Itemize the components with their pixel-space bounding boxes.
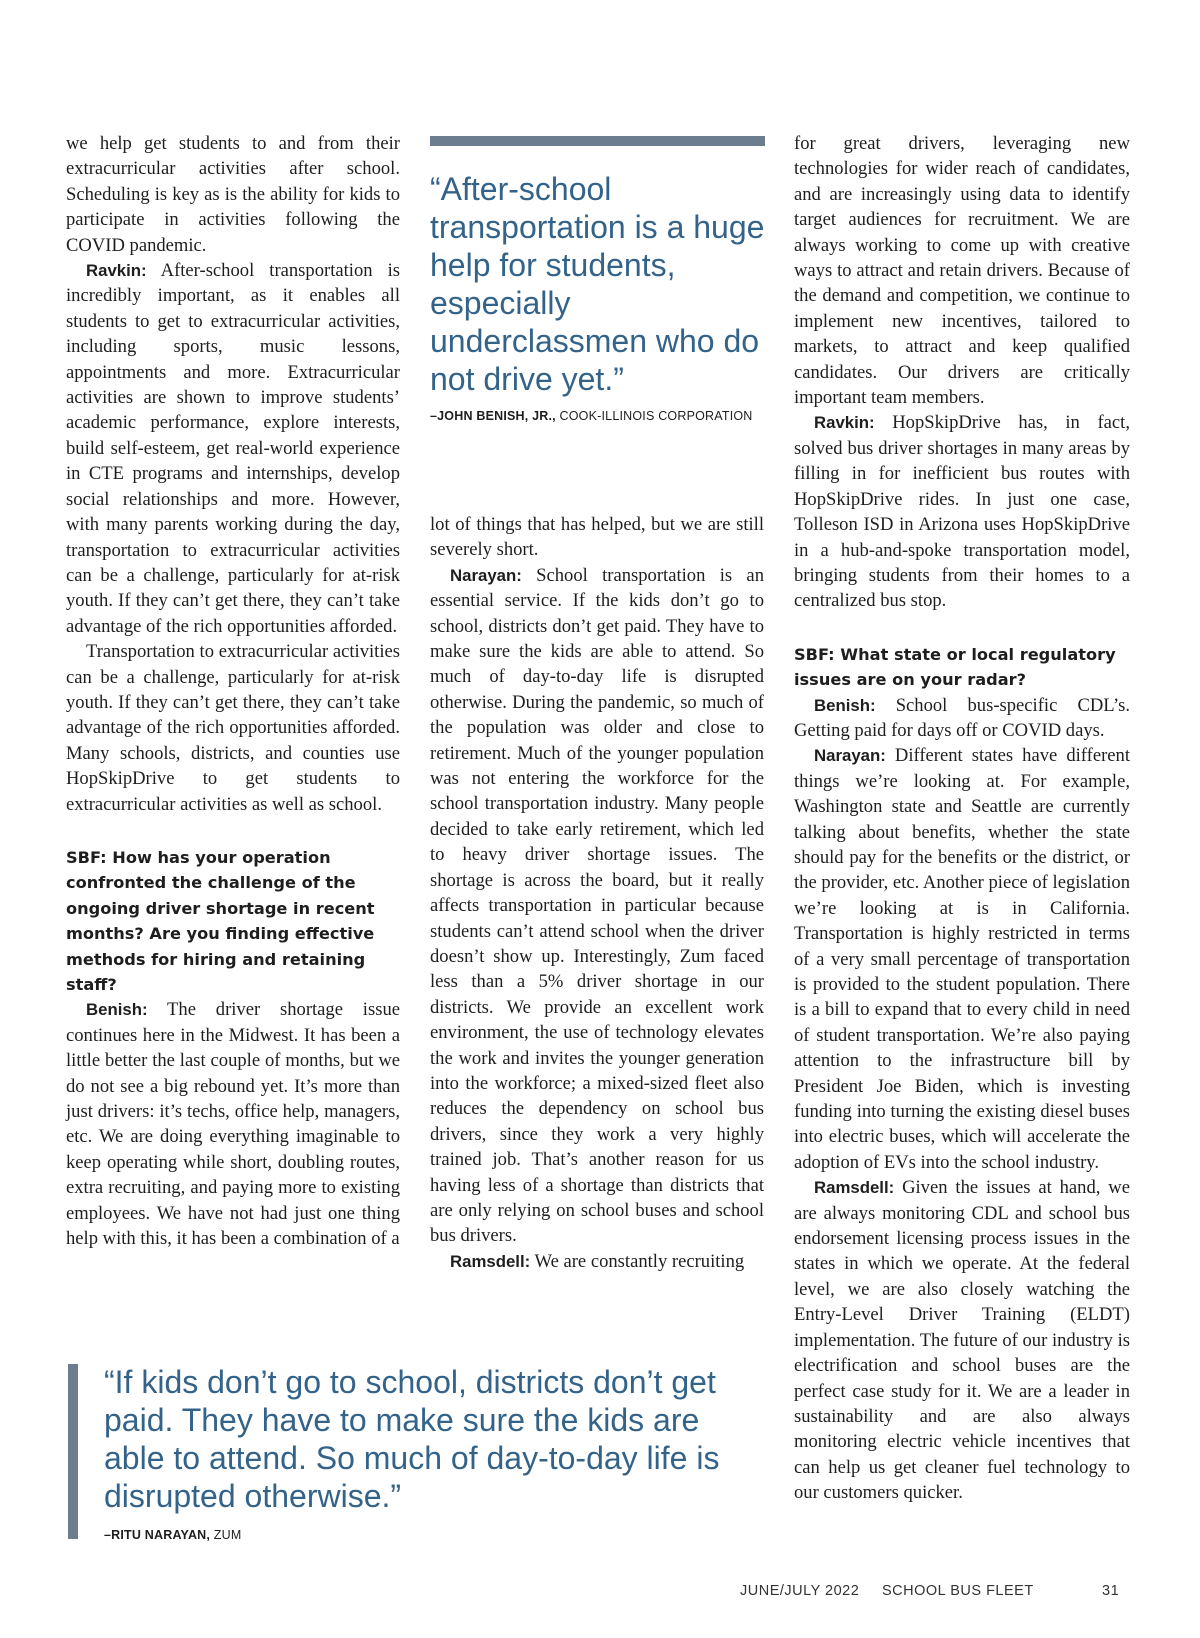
paragraph-text: HopSkipDrive has, in fact, solved bus driver shortages in many areas by filling in for inefficient bus routes with HopSkipDrive rides. In just one case, Tolleson ISD in Arizona uses HopSkipDrive in a hub-and-spoke transportation model, bringing students from their homes to a centralized bus stop. — [794, 412, 1130, 612]
paragraph: for great drivers, leveraging new technologies for wider reach of candidates, and are increasingly using data to identify target audiences for recruitment. We are always working to come up with creative ways to attract and retain drivers. Because of the demand and competition, we continue to implement new incentives, tailored to markets, to attract and keep qualified candidates. Our drivers are critically important team members. — [794, 133, 1130, 409]
paragraph: Transportation to extracurricular activities can be a challenge, particularly for at-risk youth. If they can’t get there, they can’t take advantage of the rich opportunities afforded. Many schools, districts, and counties use HopSkipDrive to get students to extracurricular activities as well as school. — [66, 641, 400, 815]
issue-date: JUNE/JULY 2022 — [740, 1583, 860, 1599]
paragraph — [794, 693, 1130, 744]
paragraph — [430, 1249, 764, 1274]
magazine-name: SCHOOL BUS FLEET — [882, 1583, 1034, 1599]
pullquote-bottom: “If kids don’t go to school, districts don’t get paid. They have to make sure the kids are able to attend. So much of day-to-day life is disrupted otherwise.” — [104, 1364, 720, 1514]
interview-question: SBF: What state or local regulatory issues are on your radar? — [794, 644, 1116, 690]
pullquote-top-attribution — [430, 409, 753, 423]
paragraph — [66, 997, 400, 1251]
attribution-org: COOK-ILLINOIS CORPORATION — [555, 409, 753, 423]
speaker-name: Narayan: — [814, 746, 886, 766]
speaker-name: Benish: — [86, 1000, 148, 1020]
paragraph-text: Given the issues at hand, we are always monitoring CDL and school bus endorsement licensing process issues in the states in which we operate. At the federal level, we are also closely watching the Entry-Level Driver Training (ELDT) implementation. The future of our industry is electrification and school buses are the perfect case study for it. We are a leader in sustainability and are also always monitoring electric vehicle incentives that can help us get cleaner fuel technology to our customers quicker. — [794, 1177, 1130, 1504]
article-column-2 — [430, 512, 764, 1274]
attribution-org: ZUM — [210, 1528, 242, 1542]
paragraph — [794, 410, 1130, 613]
paragraph-text: School transportation is an essential service. If the kids don’t go to school, districts don’t get paid. They have to make sure the kids are able to attend. So much of day-to-day life is disrupted otherwise. During the pandemic, so much of the population was older and close to retirement. Much of the younger population was not entering the workforce for the school transportation industry. Many people decided to take early retirement, which led to heavy driver shortage issues. The shortage is across the board, but it really affects transportation in particular because students can’t attend school when the driver doesn’t show up. Interestingly, Zum faced less than a 5% driver shortage in our districts. We provide an excellent work environment, the use of technology elevates the work and invites the younger generation into the workforce; a mixed-sized fleet also reduces the dependency on school bus drivers, since they work a very highly trained job. That’s another reason for us having less of a shortage than districts that are only relying on school buses and school bus drivers. — [430, 564, 764, 1247]
speaker-name: Ramsdell: — [450, 1251, 531, 1271]
paragraph-text: School bus-specific CDL’s. Getting paid for days off or COVID days. — [794, 694, 1130, 741]
attribution-name: –JOHN BENISH, JR., — [430, 409, 556, 423]
paragraph: we help get students to and from their extracurricular activities after school. Scheduling is key as is the ability for kids to participate in activities following the COVID pandemic. — [66, 133, 400, 256]
pullquote-top: “After-school transportation is a huge help for students, especially underclassmen who do not drive yet.” — [430, 171, 765, 397]
pullquote-side-rule — [68, 1364, 78, 1539]
paragraph — [794, 1175, 1130, 1505]
pullquote-rule — [430, 136, 765, 146]
pullquote-bottom-attribution — [104, 1528, 241, 1542]
paragraph-text: We are constantly recruiting — [530, 1250, 745, 1272]
speaker-name: Narayan: — [450, 565, 522, 585]
speaker-name: Ravkin: — [86, 261, 147, 281]
paragraph-text: Different states have different things we’re looking at. For example, Washington state and Seattle are currently talking about benefits, whether the state should pay for the benefits or the district, or the provider, etc. Another piece of legislation we’re looking at is in California. Transportation is highly restricted in terms of a very small percentage of transportation is provided to the student population. There is a bill to expand that to every child in need of student transportation. We’re also paying attention to the infrastructure bill by President Joe Biden, which is investing funding into turning the existing diesel buses into electric buses, which will accelerate the adoption of EVs into the school industry. — [794, 745, 1130, 1173]
page-number: 31 — [1102, 1583, 1120, 1599]
article-column-3 — [794, 131, 1130, 1506]
speaker-name: Benish: — [814, 695, 876, 715]
paragraph: lot of things that has helped, but we are still severely short. — [430, 514, 764, 561]
page-footer — [740, 1583, 1119, 1599]
interview-question: SBF: How has your operation confronted the challenge of the ongoing driver shortage in recent months? Are you finding effective methods for hiring and retaining staff? — [66, 847, 375, 994]
paragraph-text: After-school transportation is incredibly important, as it enables all students to get to extracurricular activities, including sports, music lessons, appointments and more. Extracurricular activities are shown to improve students’ academic performance, explore interests, build self-esteem, get real-world experience in CTE programs and internships, develop social relationships and more. However, with many parents working during the day, transportation to extracurricular activities can be a challenge, particularly for at-risk youth. If they can’t get there, they can’t take advantage of the rich opportunities afforded. — [66, 260, 400, 637]
paragraph — [430, 563, 764, 1249]
attribution-name: –RITU NARAYAN, — [104, 1528, 211, 1542]
article-column-1 — [66, 131, 400, 1251]
paragraph-text: The driver shortage issue continues here in the Midwest. It has been a little better the last couple of months, but we do not see a big rebound yet. It’s more than just drivers: it’s techs, office help, managers, etc. We are doing everything imaginable to keep operating while short, doubling routes, extra recruiting, and paying more to existing employees. We have not had just one thing help with this, it has been a combination of a — [66, 999, 400, 1250]
speaker-name: Ramsdell: — [814, 1178, 895, 1198]
speaker-name: Ravkin: — [814, 413, 875, 433]
paragraph — [66, 258, 400, 639]
paragraph — [794, 743, 1130, 1175]
